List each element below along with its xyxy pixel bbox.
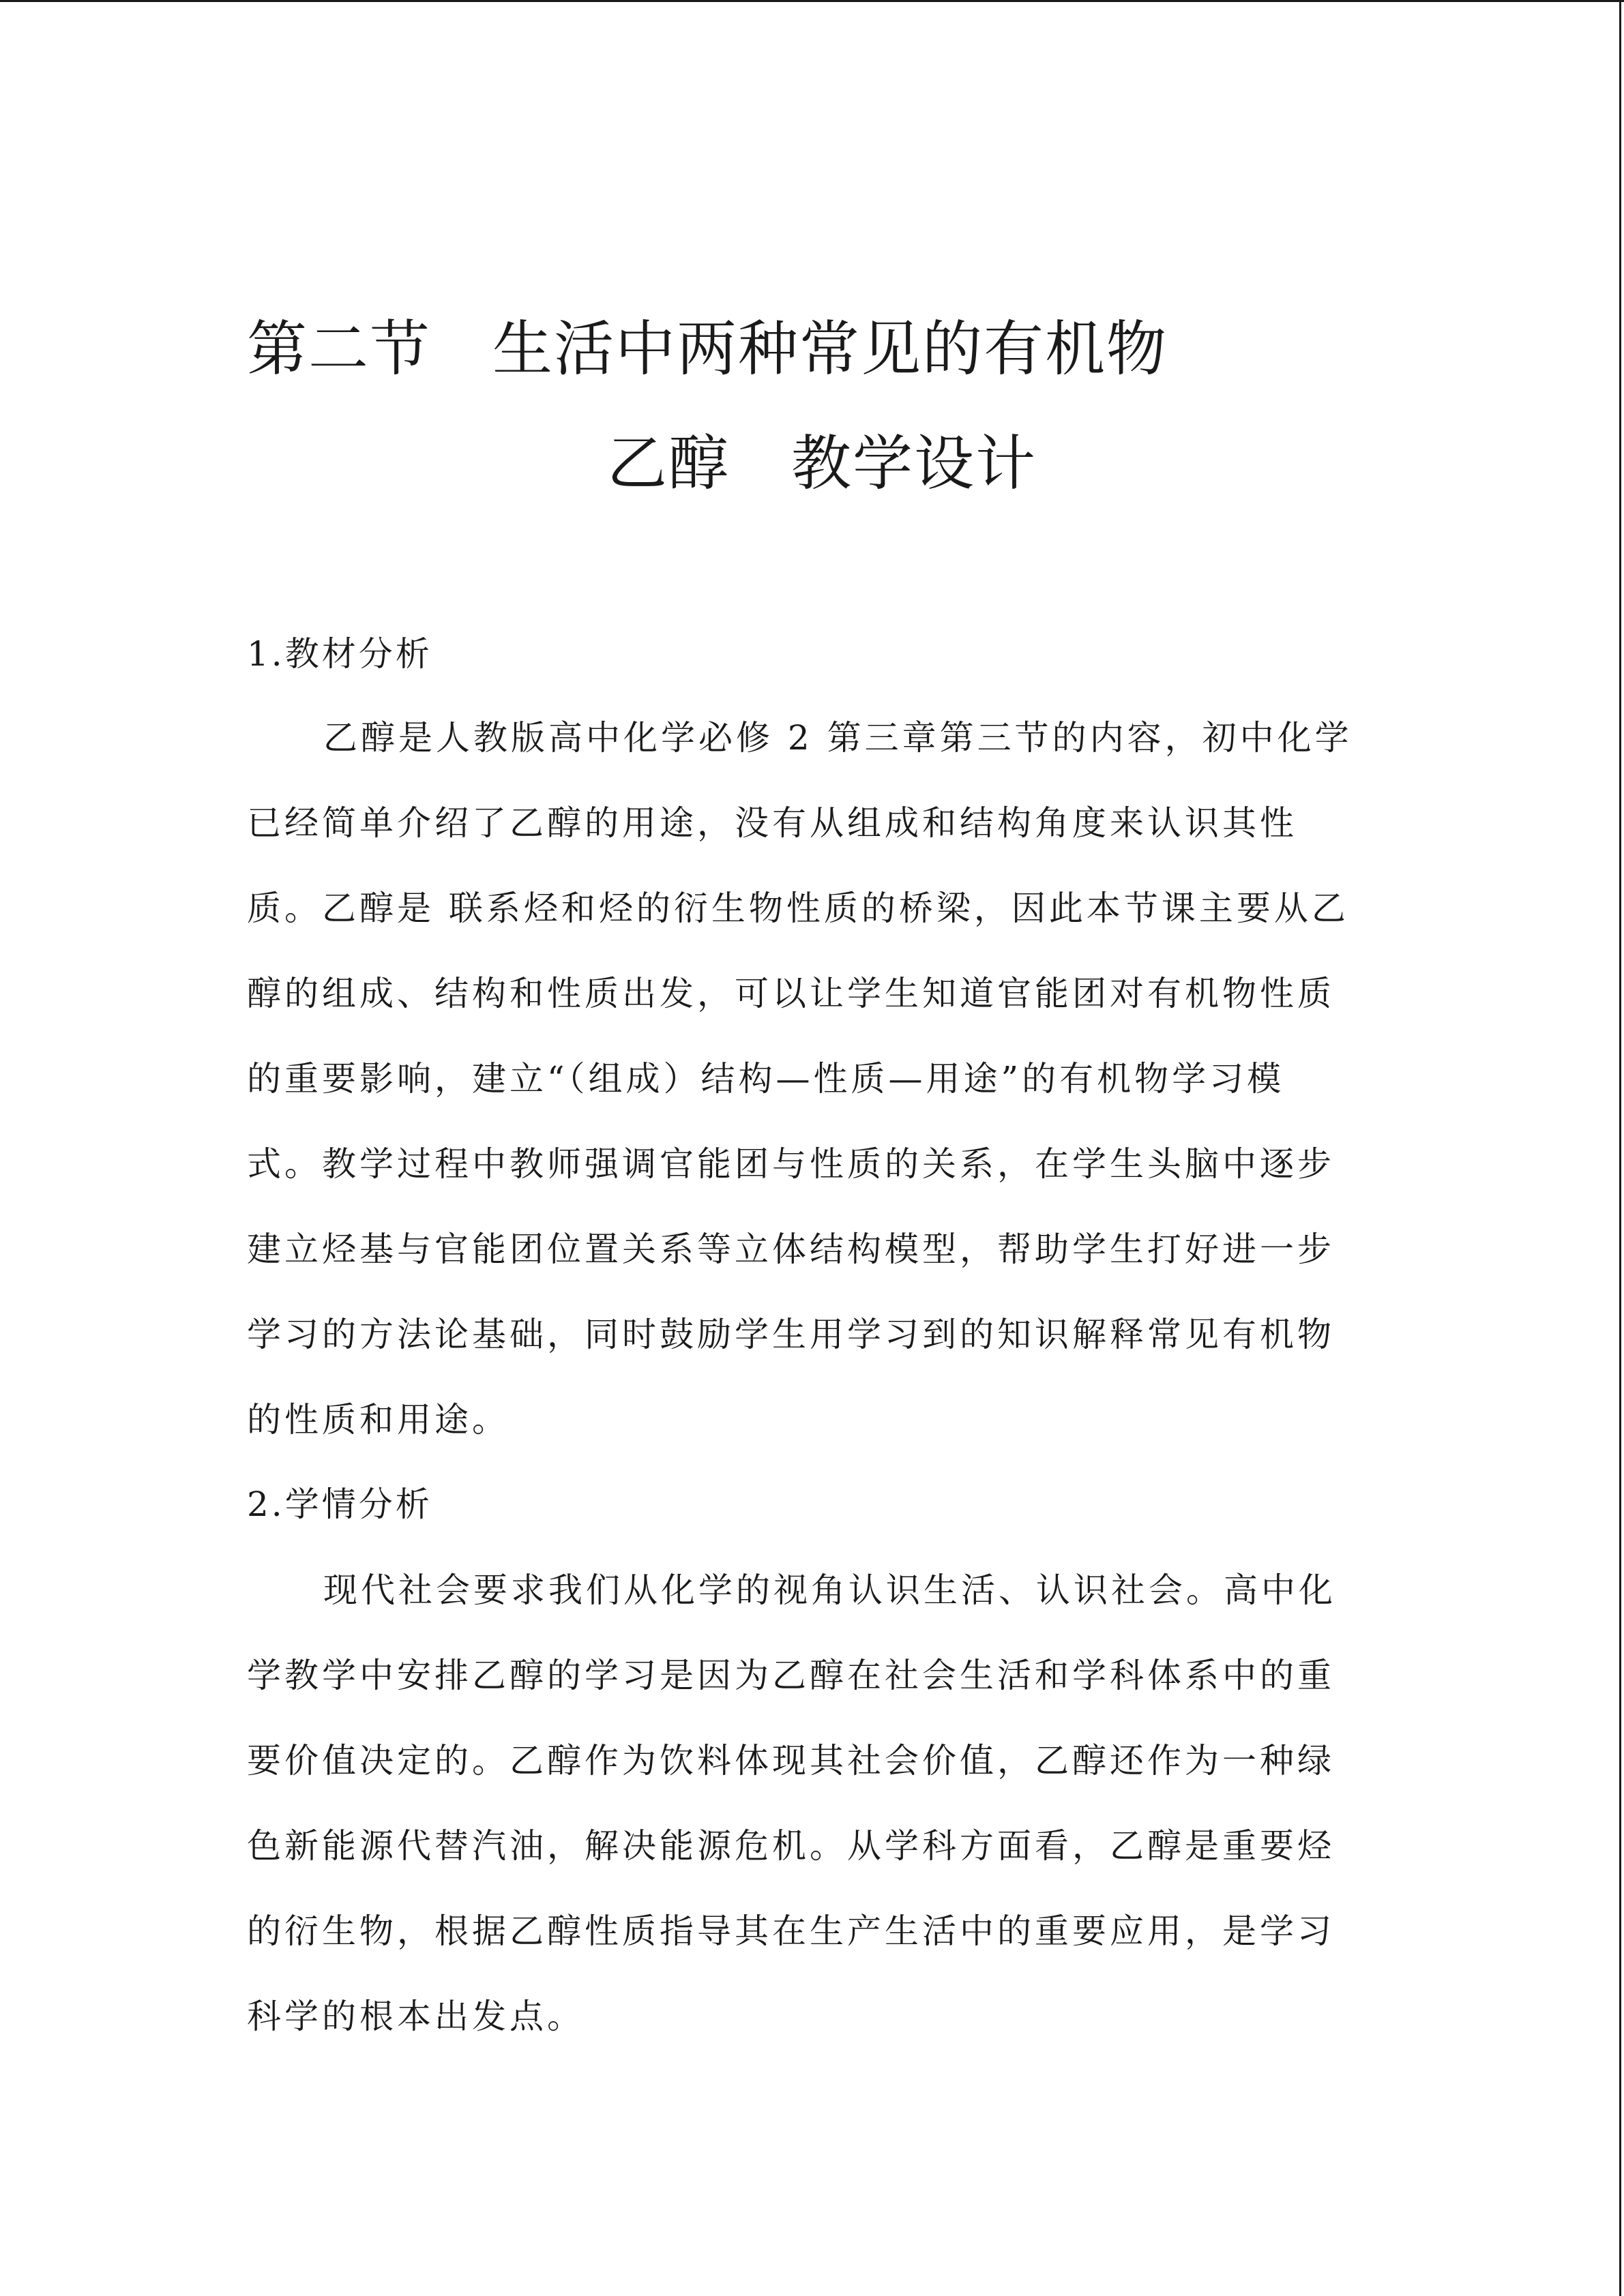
page-subtitle: 乙醇 教学设计 <box>607 428 1037 498</box>
paragraph-line: 醇的组成、结构和性质出发，可以让学生知道官能团对有机物性质 <box>247 974 1335 1013</box>
paragraph-line: 的性质和用途。 <box>247 1400 510 1440</box>
section-body-learner-analysis <box>247 1548 1379 2059</box>
paragraph-line: 质。乙醇是 联系烃和烃的衍生物性质的桥梁，因此本节课主要从乙 <box>247 889 1349 928</box>
paragraph-line: 式。教学过程中教师强调官能团与性质的关系，在学生头脑中逐步 <box>247 1144 1335 1184</box>
section-heading-textbook-analysis: 1.教材分析 <box>247 634 432 674</box>
paragraph-line: 学教学中安排乙醇的学习是因为乙醇在社会生活和学科体系中的重 <box>247 1656 1335 1695</box>
paragraph-line: 学习的方法论基础，同时鼓励学生用学习到的知识解释常见有机物 <box>247 1315 1335 1354</box>
section-heading-learner-analysis: 2.学情分析 <box>247 1485 432 1524</box>
paragraph-line: 乙醇是人教版高中化学必修 2 第三章第三节的内容，初中化学 <box>323 718 1353 758</box>
paragraph-line: 已经简单介绍了乙醇的用途，没有从组成和结构角度来认识其性 <box>247 803 1297 843</box>
page-right-border <box>1619 0 1621 2296</box>
paragraph-line: 建立烃基与官能团位置关系等立体结构模型，帮助学生打好进一步 <box>247 1229 1335 1269</box>
paragraph-line: 科学的根本出发点。 <box>247 1997 585 2036</box>
page-title: 第二节 生活中两种常见的有机物 <box>247 314 1168 384</box>
section-body-textbook-analysis <box>247 696 1379 1463</box>
paragraph-line: 要价值决定的。乙醇作为饮料体现其社会价值，乙醇还作为一种绿 <box>247 1741 1335 1780</box>
paragraph-line: 的衍生物，根据乙醇性质指导其在生产生活中的重要应用，是学习 <box>247 1911 1335 1951</box>
paragraph-line: 现代社会要求我们从化学的视角认识生活、认识社会。高中化 <box>323 1570 1336 1610</box>
paragraph-line: 的重要影响，建立“（组成）结构—性质—用途”的有机物学习模 <box>247 1059 1285 1099</box>
page-top-border <box>0 0 1624 2</box>
paragraph-line: 色新能源代替汽油，解决能源危机。从学科方面看，乙醇是重要烃 <box>247 1826 1335 1866</box>
